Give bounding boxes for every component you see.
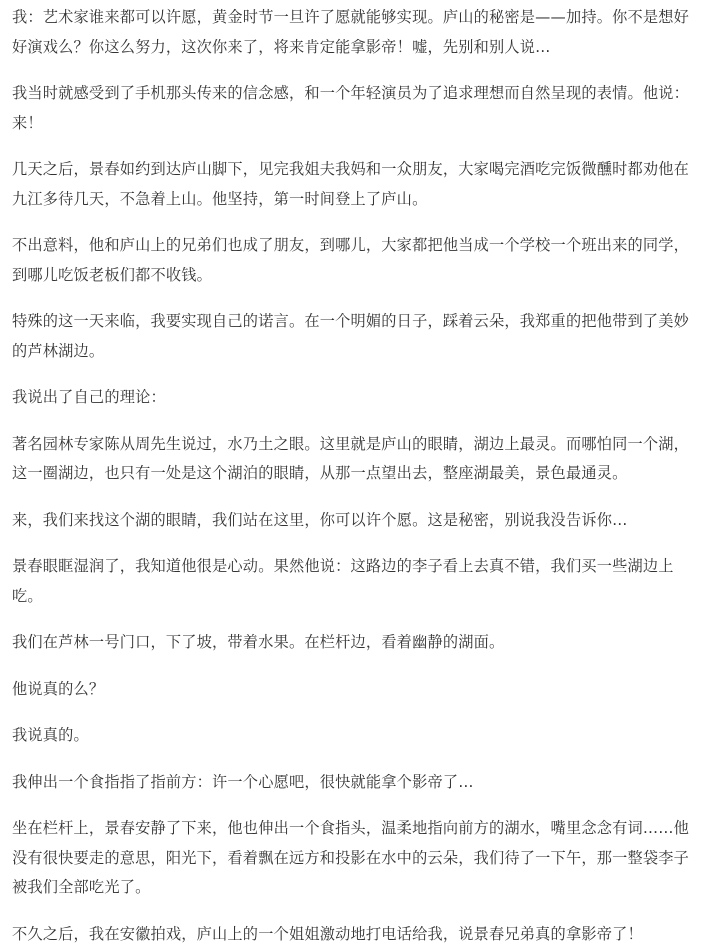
paragraph: 我说真的。 [12, 721, 704, 751]
paragraph: 坐在栏杆上，景春安静了下来，他也伸出一个食指头，温柔地指向前方的湖水，嘴里念念有词……他没有很快要走的意思，阳光下，看着飘在远方和投影在水中的云朵，我们待了一下午，那一整袋李子被我们全部吃光了。 [12, 814, 704, 903]
paragraph: 不久之后，我在安徽拍戏，庐山上的一个姐姐激动地打电话给我，说景春兄弟真的拿影帝了！ [12, 920, 704, 949]
paragraph: 我们在芦林一号门口，下了坡，带着水果。在栏杆边，看着幽静的湖面。 [12, 628, 704, 658]
paragraph: 不出意料，他和庐山上的兄弟们也成了朋友，到哪儿，大家都把他当成一个学校一个班出来的同学，到哪儿吃饭老板们都不收钱。 [12, 231, 704, 290]
paragraph: 我当时就感受到了手机那头传来的信念感，和一个年轻演员为了追求理想而自然呈现的表情。他说：来！ [12, 79, 704, 138]
paragraph: 我说出了自己的理论： [12, 383, 704, 413]
paragraph: 著名园林专家陈从周先生说过，水乃土之眼。这里就是庐山的眼睛，湖边上最灵。而哪怕同一个湖，这一圈湖边，也只有一处是这个湖泊的眼睛，从那一点望出去，整座湖最美，景色最通灵。 [12, 430, 704, 489]
paragraph: 我：艺术家谁来都可以许愿，黄金时节一旦许了愿就能够实现。庐山的秘密是——加持。你不是想好好演戏么？你这么努力，这次你来了，将来肯定能拿影帝！嘘，先别和别人说… [12, 3, 704, 62]
paragraph: 我伸出一个食指指了指前方：许一个心愿吧，很快就能拿个影帝了… [12, 768, 704, 798]
paragraph: 他说真的么？ [12, 675, 704, 705]
paragraph: 景春眼眶湿润了，我知道他很是心动。果然他说：这路边的李子看上去真不错，我们买一些湖边上吃。 [12, 552, 704, 611]
paragraph: 几天之后，景春如约到达庐山脚下，见完我姐夫我妈和一众朋友，大家喝完酒吃完饭微醺时都劝他在九江多待几天，不急着上山。他坚持，第一时间登上了庐山。 [12, 155, 704, 214]
paragraph: 特殊的这一天来临，我要实现自己的诺言。在一个明媚的日子，踩着云朵，我郑重的把他带到了美妙的芦林湖边。 [12, 307, 704, 366]
paragraph: 来，我们来找这个湖的眼睛，我们站在这里，你可以许个愿。这是秘密，别说我没告诉你… [12, 506, 704, 536]
